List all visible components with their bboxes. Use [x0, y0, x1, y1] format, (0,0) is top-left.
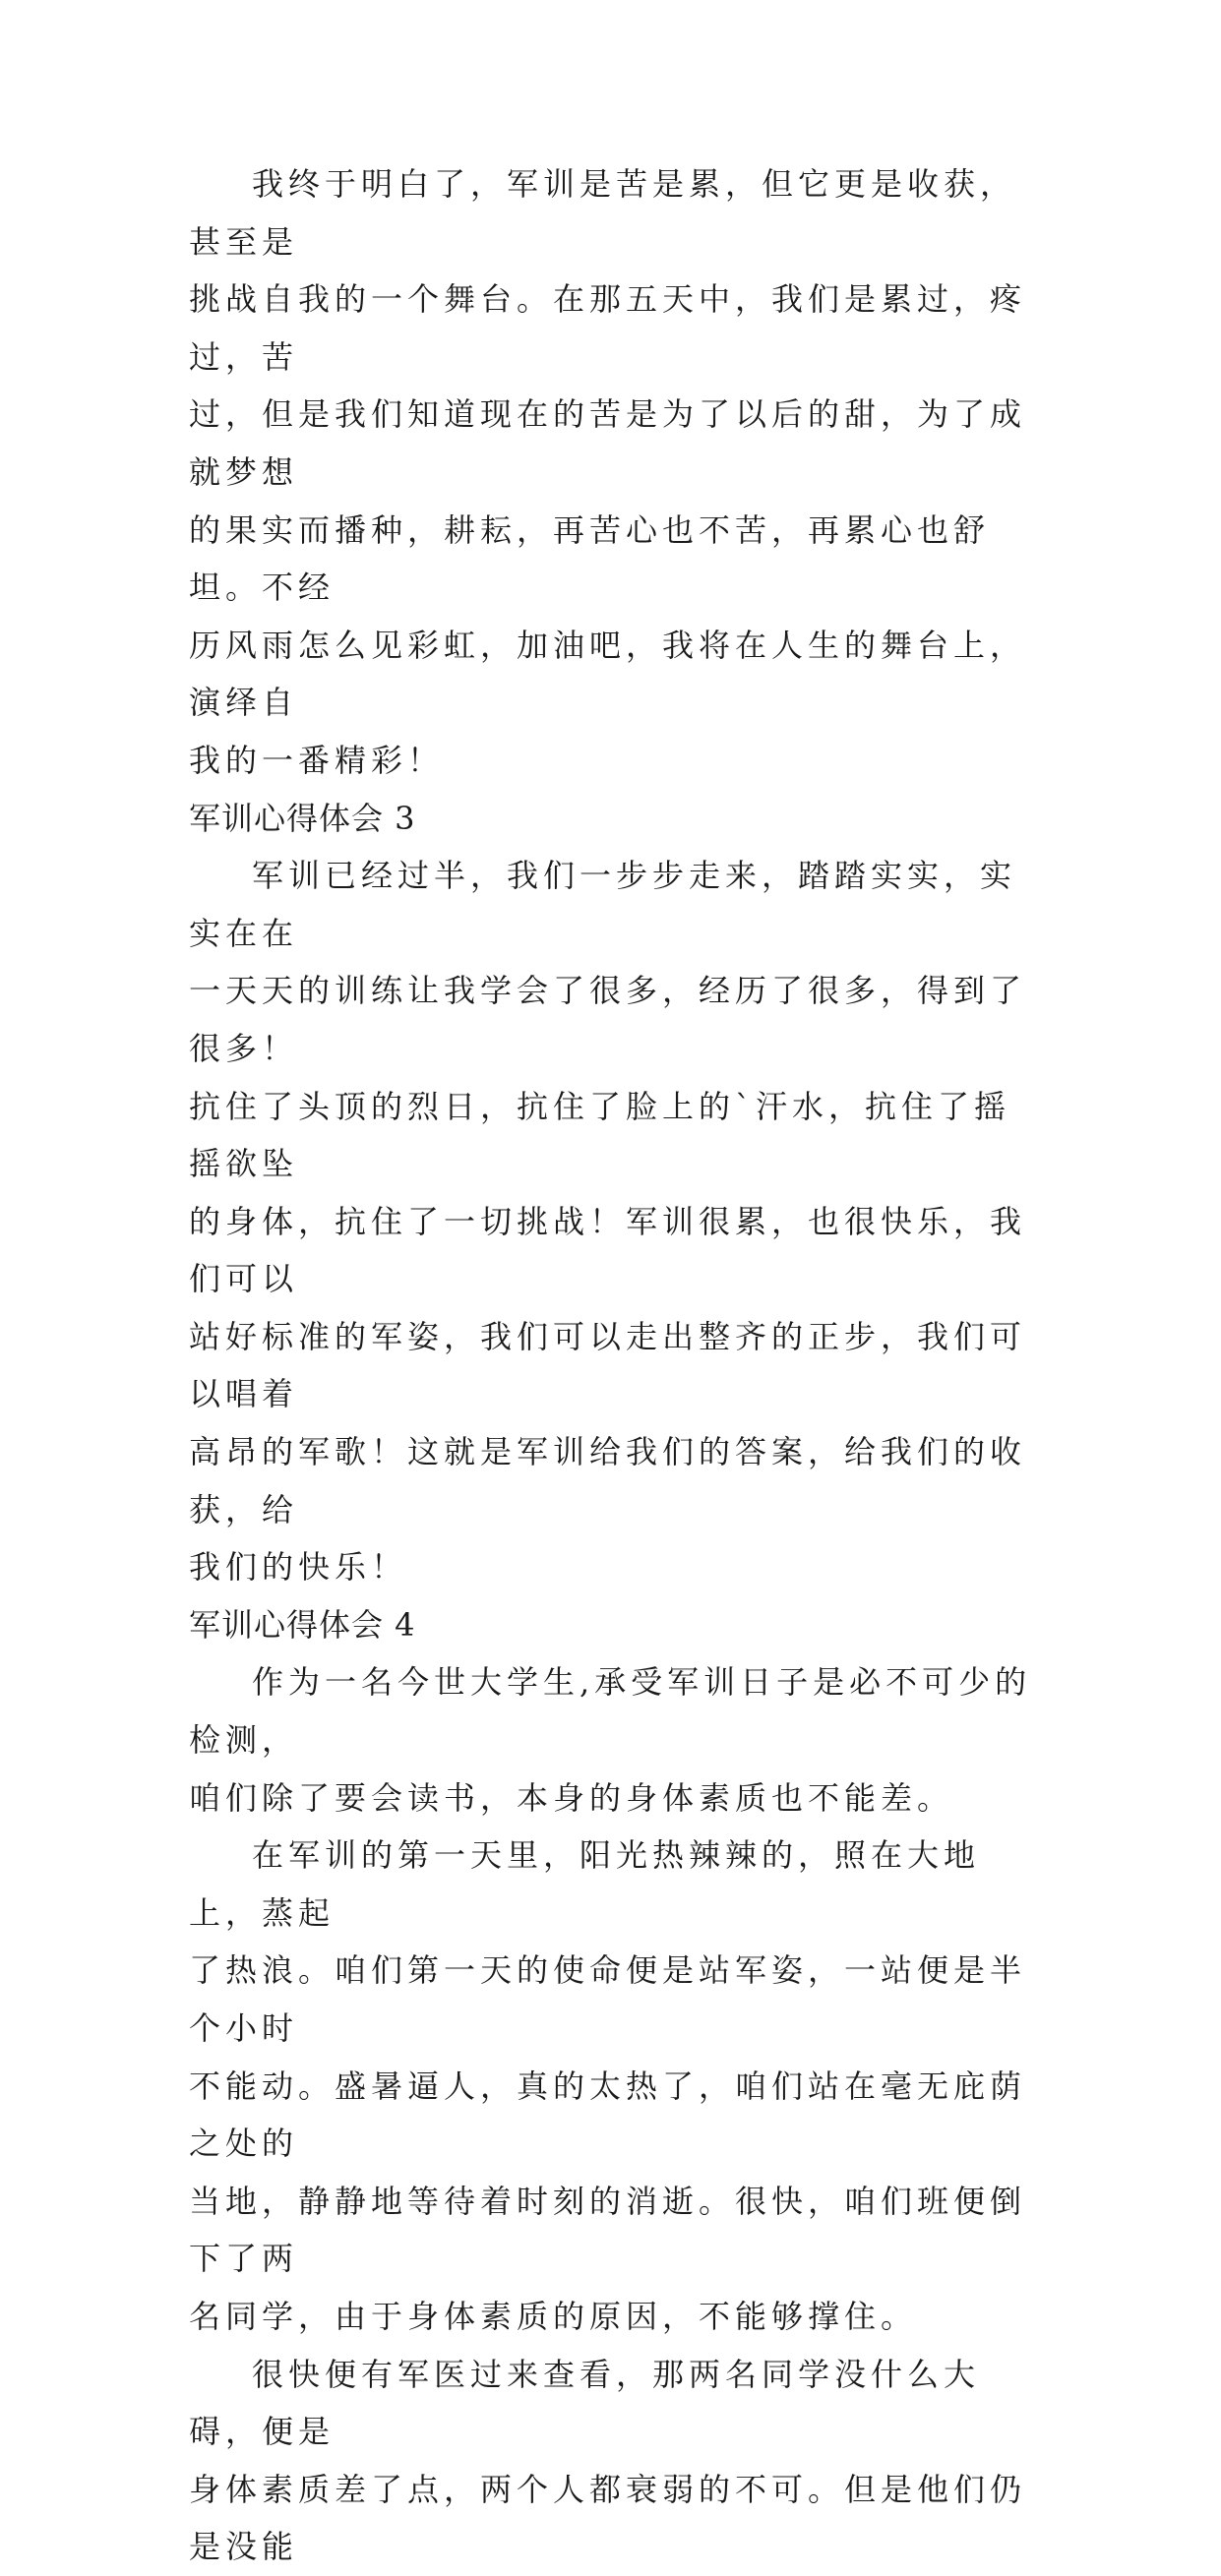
text-line: 我们的快乐！ — [189, 1548, 408, 1587]
paragraph-2 — [189, 847, 1035, 1596]
text-line: 很快便有军医过来查看，那两名同学没什么大碍，便是 — [189, 2355, 981, 2451]
paragraph-1 — [189, 155, 1035, 790]
text-line: 不能动。盛暑逼人，真的太热了，咱们站在毫无庇荫之处的 — [189, 2067, 1027, 2163]
text-line: 抗住了头顶的烈日，抗住了脸上的`汗水，抗住了摇摇欲坠 — [189, 1087, 1011, 1183]
text-line: 军训已经过半，我们一步步走来，踏踏实实，实实在在 — [189, 857, 1017, 952]
text-line: 了热浪。咱们第一天的使命便是站军姿，一站便是半个小时 — [189, 1951, 1027, 2047]
text-line: 我的一番精彩！ — [189, 741, 445, 779]
paragraph-3 — [189, 1653, 1035, 1827]
document-body — [189, 155, 1035, 2576]
paragraph-5 — [189, 2346, 1035, 2576]
text-line: 在军训的第一天里，阳光热辣辣的，照在大地上，蒸起 — [189, 1836, 981, 1932]
text-line: 名同学，由于身体素质的原因，不能够撑住。 — [189, 2297, 918, 2335]
text-line: 历风雨怎么见彩虹，加油吧，我将在人生的舞台上，演绎自 — [189, 626, 1027, 722]
text-line: 一天天的训练让我学会了很多，经历了很多，得到了很多！ — [189, 972, 1027, 1067]
text-line: 作为一名今世大学生,承受军训日子是必不可少的检测， — [189, 1663, 1032, 1760]
section-heading-3: 军训心得体会 3 — [189, 799, 416, 837]
section-heading-4: 军训心得体会 4 — [189, 1605, 416, 1644]
text-line: 咱们除了要会读书，本身的身体素质也不能差。 — [189, 1778, 954, 1817]
text-line: 挑战自我的一个舞台。在那五天中，我们是累过，疼过，苦 — [189, 280, 1027, 376]
text-line: 我终于明白了，军训是苦是累，但它更是收获，甚至是 — [189, 165, 1017, 261]
text-line: 当地，静静地等待着时刻的消逝。很快，咱们班便倒下了两 — [189, 2182, 1027, 2278]
text-line: 高昂的军歌！这就是军训给我们的答案，给我们的收获，给 — [189, 1433, 1027, 1528]
text-line: 站好标准的军姿，我们可以走出整齐的正步，我们可以唱着 — [189, 1317, 1027, 1413]
text-line: 身体素质差了点，两个人都衰弱的不可。但是他们仍是没能 — [189, 2470, 1027, 2566]
text-line: 的果实而播种，耕耘，再苦心也不苦，再累心也舒坦。不经 — [189, 510, 991, 607]
text-line: 的身体，抗住了一切挑战！军训很累，也很快乐，我们可以 — [189, 1202, 1027, 1298]
paragraph-4 — [189, 1827, 1035, 2345]
text-line: 过，但是我们知道现在的苦是为了以后的甜，为了成就梦想 — [189, 395, 1027, 491]
